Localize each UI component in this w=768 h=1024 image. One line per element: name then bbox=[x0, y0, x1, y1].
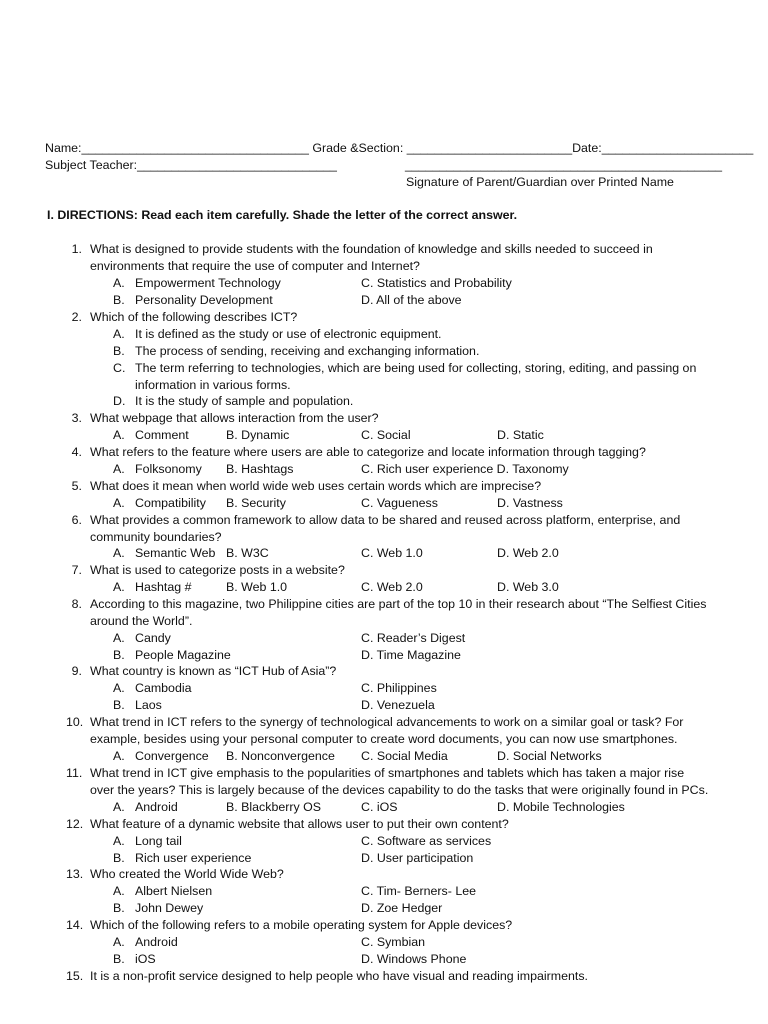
option-text: C. Social bbox=[361, 428, 411, 442]
question-number: 14. bbox=[66, 918, 84, 932]
option-letter: A. bbox=[113, 546, 125, 560]
option-letter: A. bbox=[113, 800, 125, 814]
option-letter: B. bbox=[113, 293, 125, 307]
question-number: 15. bbox=[66, 969, 84, 983]
option-text: Comment bbox=[135, 428, 189, 442]
option-letter: A. bbox=[113, 327, 125, 341]
option-text: D. Windows Phone bbox=[361, 952, 467, 966]
option-text: John Dewey bbox=[135, 901, 204, 915]
option-text: Android bbox=[135, 800, 178, 814]
question-text: Which of the following refers to a mobile operating system for Apple devices? bbox=[90, 918, 513, 932]
directions-text: : Read each item carefully. Shade the letter of the correct answer. bbox=[133, 208, 518, 222]
question-number: 6. bbox=[71, 513, 82, 527]
option-letter: D. bbox=[113, 394, 126, 408]
question-number: 3. bbox=[71, 411, 82, 425]
question-number: 11. bbox=[66, 766, 83, 780]
signature-label: Signature of Parent/Guardian over Printed Name bbox=[406, 175, 674, 189]
option-text: Laos bbox=[135, 698, 162, 712]
option-text: C. Web 1.0 bbox=[361, 546, 423, 560]
question-text: around the World”. bbox=[90, 614, 193, 628]
option-text: C. Symbian bbox=[361, 935, 426, 949]
option-text: D. User participation bbox=[361, 851, 474, 865]
option-letter: B. bbox=[113, 344, 125, 358]
option-text: C. iOS bbox=[361, 800, 398, 814]
question-number: 5. bbox=[71, 479, 82, 493]
option-letter: A. bbox=[113, 496, 125, 510]
question-text: What country is known as “ICT Hub of Asia”? bbox=[90, 664, 337, 678]
option-letter: B. bbox=[113, 901, 125, 915]
option-text: Candy bbox=[135, 631, 171, 645]
option-text: C. Tim- Berners- Lee bbox=[361, 884, 476, 898]
question-text: What is designed to provide students with the foundation of knowledge and skills needed to succeed in bbox=[90, 242, 653, 256]
option-text: information in various forms. bbox=[135, 378, 291, 392]
option-text: B. Hashtags bbox=[226, 462, 294, 476]
option-text: D. Vastness bbox=[497, 496, 563, 510]
option-text: D. All of the above bbox=[361, 293, 462, 307]
question-text: What does it mean when world wide web uses certain words which are imprecise? bbox=[90, 479, 542, 493]
option-text: C. Statistics and Probability bbox=[361, 276, 512, 290]
option-letter: A. bbox=[113, 834, 125, 848]
option-text: C. Rich user experience D. Taxonomy bbox=[361, 462, 569, 476]
question-text: What webpage that allows interaction from the user? bbox=[90, 411, 379, 425]
option-text: D. Mobile Technologies bbox=[497, 800, 625, 814]
option-text: B. Dynamic bbox=[226, 428, 290, 442]
directions-prefix: I. DIRECTIONS bbox=[47, 208, 134, 222]
option-text: C. Philippines bbox=[361, 681, 437, 695]
question-text: example, besides using your personal computer to create word documents, you can now use smartphones. bbox=[90, 732, 678, 746]
question-text: community boundaries? bbox=[90, 530, 222, 544]
option-text: C. Social Media bbox=[361, 749, 448, 763]
option-letter: A. bbox=[113, 580, 125, 594]
option-letter: B. bbox=[113, 698, 125, 712]
question-number: 12. bbox=[66, 817, 84, 831]
option-text: D. Zoe Hedger bbox=[361, 901, 443, 915]
question-number: 7. bbox=[71, 563, 82, 577]
option-text: The process of sending, receiving and exchanging information. bbox=[135, 344, 480, 358]
question-number: 4. bbox=[71, 445, 82, 459]
option-text: Compatibility bbox=[135, 496, 206, 510]
question-text: What provides a common framework to allow data to be shared and reused across platform, enterprise, and bbox=[90, 513, 681, 527]
option-letter: A. bbox=[113, 462, 125, 476]
option-letter: A. bbox=[113, 681, 125, 695]
question-text: What is used to categorize posts in a website? bbox=[90, 563, 345, 577]
option-text: Cambodia bbox=[135, 681, 192, 695]
option-text: Android bbox=[135, 935, 178, 949]
option-letter: A. bbox=[113, 935, 125, 949]
question-number: 13. bbox=[66, 867, 84, 881]
option-text: D. Web 2.0 bbox=[497, 546, 559, 560]
option-letter: B. bbox=[113, 952, 125, 966]
question-number: 2. bbox=[71, 310, 82, 324]
question-text: According to this magazine, two Philippine cities are part of the top 10 in their research about “The Selfiest Cities bbox=[90, 597, 707, 611]
option-text: C. Reader’s Digest bbox=[361, 631, 466, 645]
option-text: B. Web 1.0 bbox=[226, 580, 288, 594]
question-text: environments that require the use of computer and Internet? bbox=[90, 259, 420, 273]
option-text: Convergence bbox=[135, 749, 209, 763]
option-text: Personality Development bbox=[135, 293, 273, 307]
option-letter: A. bbox=[113, 884, 125, 898]
question-text: What refers to the feature where users are able to categorize and locate information through tagging? bbox=[90, 445, 646, 459]
option-letter: A. bbox=[113, 428, 125, 442]
question-number: 1. bbox=[71, 242, 82, 256]
option-text: Albert Nielsen bbox=[135, 884, 213, 898]
option-text: Hashtag # bbox=[135, 580, 192, 594]
option-text: Rich user experience bbox=[135, 851, 252, 865]
option-text: Folksonomy bbox=[135, 462, 202, 476]
option-letter: A. bbox=[113, 631, 125, 645]
option-text: D. Social Networks bbox=[497, 749, 602, 763]
question-text: It is a non-profit service designed to help people who have visual and reading impairments. bbox=[90, 969, 588, 983]
option-text: B. Nonconvergence bbox=[226, 749, 335, 763]
question-text: over the years? This is largely because of the devices capability to do the tasks that were originally found in PCs. bbox=[90, 783, 709, 797]
option-text: D. Time Magazine bbox=[361, 648, 461, 662]
option-letter: A. bbox=[113, 276, 125, 290]
question-text: Who created the World Wide Web? bbox=[90, 867, 284, 881]
option-letter: A. bbox=[113, 749, 125, 763]
option-text: D. Web 3.0 bbox=[497, 580, 559, 594]
subject-teacher-line: Subject Teacher:_____________________________ bbox=[45, 158, 337, 172]
option-text: Semantic Web bbox=[135, 546, 216, 560]
question-text: What trend in ICT refers to the synergy of technological advancements to work on a similar goal or task? For bbox=[90, 715, 684, 729]
option-text: C. Web 2.0 bbox=[361, 580, 423, 594]
name-grade-date-line: Name:_________________________________ Grade &Section: ________________________Date:______________________ bbox=[45, 141, 754, 155]
question-text: What feature of a dynamic website that allows user to put their own content? bbox=[90, 817, 509, 831]
option-text: The term referring to technologies, which are being used for collecting, storing, editing, and passing on bbox=[135, 361, 697, 375]
option-text: C. Software as services bbox=[361, 834, 492, 848]
option-text: iOS bbox=[135, 952, 156, 966]
question-text: What trend in ICT give emphasis to the popularities of smartphones and tablets which has taken a major rise bbox=[90, 766, 685, 780]
question-number: 8. bbox=[71, 597, 82, 611]
signature-blank: ______________________________________________ bbox=[405, 158, 722, 172]
option-text: Empowerment Technology bbox=[135, 276, 281, 290]
option-text: It is the study of sample and population. bbox=[135, 394, 354, 408]
option-text: B. Security bbox=[226, 496, 286, 510]
option-letter: B. bbox=[113, 851, 125, 865]
question-text: Which of the following describes ICT? bbox=[90, 310, 298, 324]
option-letter: B. bbox=[113, 648, 125, 662]
option-text: D. Venezuela bbox=[361, 698, 435, 712]
option-text: Long tail bbox=[135, 834, 182, 848]
option-letter: C. bbox=[113, 361, 126, 375]
question-number: 9. bbox=[71, 664, 82, 678]
option-text: It is defined as the study or use of electronic equipment. bbox=[135, 327, 442, 341]
option-text: B. Blackberry OS bbox=[226, 800, 322, 814]
option-text: People Magazine bbox=[135, 648, 231, 662]
option-text: C. Vagueness bbox=[361, 496, 438, 510]
option-text: B. W3C bbox=[226, 546, 269, 560]
directions-heading bbox=[47, 208, 517, 222]
option-text: D. Static bbox=[497, 428, 544, 442]
question-number: 10. bbox=[66, 715, 84, 729]
